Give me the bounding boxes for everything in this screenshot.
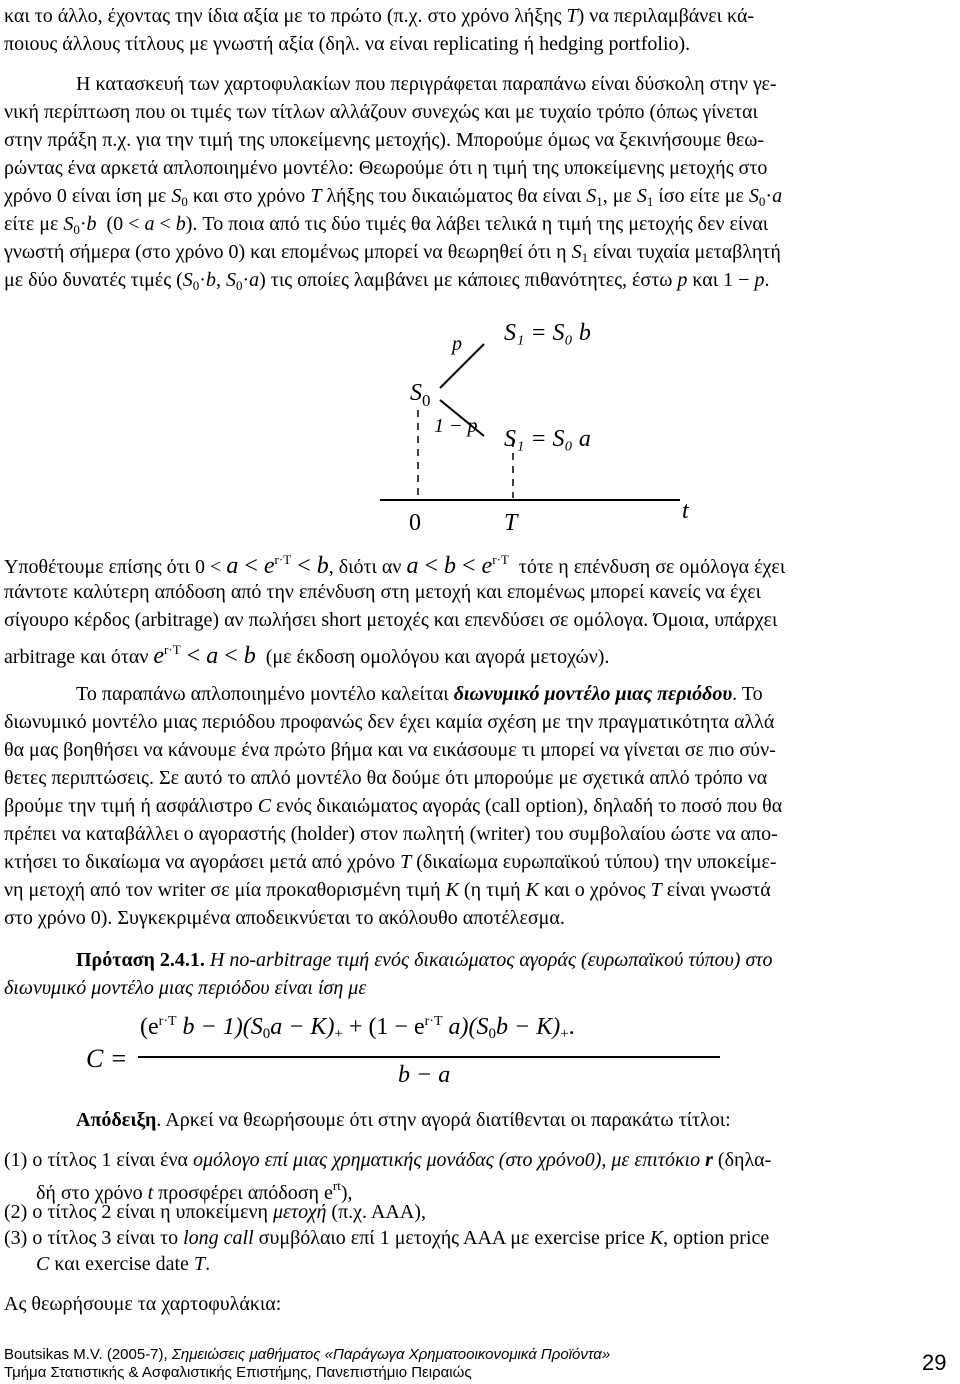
closing-line: Ας θεωρήσουμε τα χαρτοφυλάκια: bbox=[4, 1293, 282, 1315]
page-number: 29 bbox=[922, 1350, 947, 1375]
proposition-line: Πρόταση 2.4.1. Η no-arbitrage τιμή ενός δικαιώματος αγοράς (ευρωπαϊκού τύπου) στο bbox=[76, 949, 773, 971]
text-line: ποιους άλλους τίτλους με γνωστή αξία (δηλ. να είναι replicating ή hedging portfolio). bbox=[4, 33, 691, 55]
binomial-tree-diagram bbox=[380, 300, 740, 545]
emphasis-term: διωνυμικό μοντέλο μιας περιόδου bbox=[453, 683, 733, 705]
text-line: θετες περιπτώσεις. Σε αυτό το απλό μοντέλο θα δούμε ότι μπορούμε με σχετικά απλό τρόπο να bbox=[4, 767, 768, 789]
footer-author-line: Boutsikas M.V. (2005-7), Σημειώσεις μαθήματος «Παράγωγα Χρηματοοικονομικά Προϊόντα» bbox=[4, 1346, 611, 1363]
down-probability-label: 1 − p bbox=[434, 415, 478, 437]
proposition-label: Πρόταση 2.4.1. bbox=[76, 949, 205, 971]
text-line: γνωστή σήμερα (στο χρόνο 0) και επομένως μπορεί να θεωρηθεί ότι η $S_1$ είναι τυχαία μεταβλητή bbox=[4, 241, 781, 265]
text-line: Το παραπάνω απλοποιημένο μοντέλο καλείται διωνυμικό μοντέλο μιας περιόδου. Το bbox=[76, 683, 763, 705]
text-line: σίγουρο κέρδος (arbitrage) αν πωλήσει short μετοχές και επενδύσει σε ομόλογα. Όμοια, υπάρχει bbox=[4, 609, 778, 631]
text-line: πάντοτε καλύτερη απόδοση από την επένδυση στη μετοχή και επομένως μπορεί κανείς να έχει bbox=[4, 581, 762, 603]
text-line: διωνυμικό μοντέλο μιας περιόδου προφανώς δεν έχει καμία σχέση με την πραγματικότητα αλλά bbox=[4, 711, 775, 733]
text-line: ρώντας ένα αρκετά απλοποιημένο μοντέλο: Θεωρούμε ότι η τιμή της υποκείμενης μετοχής στο bbox=[4, 157, 768, 179]
formula-denominator: b − a bbox=[398, 1062, 451, 1088]
root-node-label: $S_0$ bbox=[410, 380, 431, 410]
footer-department: Τμήμα Στατιστικής & Ασφαλιστικής Επιστήμης, Πανεπιστήμιο Πειραιώς bbox=[4, 1364, 472, 1381]
list-item-continued: C και exercise date T. bbox=[36, 1253, 211, 1275]
text-line: θα μας βοηθήσει να κάνουμε ένα πρώτο βήμα και να εικάσουμε τι μπορεί να γίνεται σε πιο σύν- bbox=[4, 739, 776, 761]
text-line: και το άλλο, έχοντας την ίδια αξία με το πρώτο (π.χ. στο χρόνο λήξης T) να περιλαμβάνει κά- bbox=[4, 5, 755, 27]
proposition-line: διωνυμικό μοντέλο μιας περιόδου είναι ίση με bbox=[4, 977, 367, 999]
text-line: arbitrage και όταν $e^{r\cdot T} < a < b$ (με έκδοση ομολόγου και αγορά μετοχών). bbox=[4, 642, 610, 669]
fraction-bar bbox=[138, 1056, 720, 1058]
list-item: (1) ο τίτλος 1 είναι ένα ομόλογο επί μιας χρηματικής μονάδας (στο χρόνο0), με επιτόκιο r (δηλα- bbox=[4, 1149, 772, 1171]
text-line: νική περίπτωση που οι τιμές των τίτλων αλλάζουν συνεχώς και με τυχαίο τρόπο (όπως γίνεται bbox=[4, 101, 758, 123]
up-probability-label: p bbox=[452, 333, 462, 355]
down-node-label: S₁ = S₀ a bbox=[504, 426, 591, 452]
list-item: (3) ο τίτλος 3 είναι το long call συμβόλαιο επί 1 μετοχής ΑΑΑ με exercise price K, option price bbox=[4, 1227, 770, 1249]
text-line: στην πράξη π.χ. για την τιμή της υποκείμενης μετοχής). Μπορούμε όμως να ξεκινήσουμε θεω- bbox=[4, 129, 765, 151]
list-item-continued: δή στο χρόνο t προσφέρει απόδοση $e^{rt}$), bbox=[36, 1178, 353, 1204]
axis-T-label: T bbox=[504, 510, 518, 536]
text-line: με δύο δυνατές τιμές ($S_0\cdot b$, $S_0\cdot a$) τις οποίες λαμβάνει με κάποιες πιθανότητες, έστω p και 1 − p. bbox=[4, 269, 770, 293]
up-node-label: S₁ = S₀ b bbox=[504, 320, 591, 346]
text-line: είτε με $S_0\cdot b$ (0 < a < b). Το ποια από τις δύο τιμές θα λάβει τελικά η τιμή της μετοχής δεν είναι bbox=[4, 213, 769, 237]
text-line: Η κατασκευή των χαρτοφυλακίων που περιγράφεται παραπάνω είναι δύσκολη στην γε- bbox=[76, 73, 777, 95]
up-branch bbox=[440, 344, 484, 388]
axis-t-label: t bbox=[682, 498, 689, 524]
text-line: νη μετοχή από τον writer σε μία προκαθορισμένη τιμή K (η τιμή K και ο χρόνος T είναι γνωστά bbox=[4, 879, 771, 901]
text-line: στο χρόνο 0). Συγκεκριμένα αποδεικνύεται το ακόλουθο αποτέλεσμα. bbox=[4, 907, 565, 929]
formula-numerator: ($e^{r\cdot T}$ $b - 1)(S_0a - K)_+ + (1 - e^{r\cdot T}$ $a)(S_0b - K)_+$. bbox=[140, 1014, 575, 1042]
proof-label: Απόδειξη bbox=[76, 1109, 157, 1131]
list-item: (2) ο τίτλος 2 είναι η υποκείμενη μετοχή (π.χ. ΑΑΑ), bbox=[4, 1201, 426, 1223]
text-line: Υποθέτουμε επίσης ότι $0 < a < e^{r\cdot T} < b$, διότι αν $a < b < e^{r\cdot T}$ τότε η επένδυση σε ομόλογα έχει bbox=[4, 552, 786, 579]
text-line: βρούμε την τιμή ή ασφάλιστρο C ενός δικαιώματος αγοράς (call option), δηλαδή το ποσό που θα bbox=[4, 795, 783, 817]
call-price-formula: C = ($e^{r\cdot T}$ $b - 1)(S_0a - K)_+ + (1 - e^{r\cdot T}$ $a)(S_0b - K)_+$. b − a bbox=[86, 1014, 786, 1100]
axis-zero-label: 0 bbox=[409, 510, 421, 536]
text-line: πρέπει να καταβάλλει ο αγοραστής (holder) στον πωλητή (writer) του συμβολαίου ώστε να απο- bbox=[4, 823, 778, 845]
text-line: κτήσει το δικαίωμα να αγοράσει μετά από χρόνο T (δικαίωμα ευρωπαϊκού τύπου) την υποκείμε- bbox=[4, 851, 777, 873]
proof-line: Απόδειξη. Αρκεί να θεωρήσουμε ότι στην αγορά διατίθενται οι παρακάτω τίτλοι: bbox=[76, 1109, 731, 1131]
text-line: χρόνο 0 είναι ίση με $S_0$ και στο χρόνο T λήξης του δικαιώματος θα είναι $S_1$, με $S_1$ ίσο είτε με $S_0\cdot a$ bbox=[4, 185, 783, 209]
